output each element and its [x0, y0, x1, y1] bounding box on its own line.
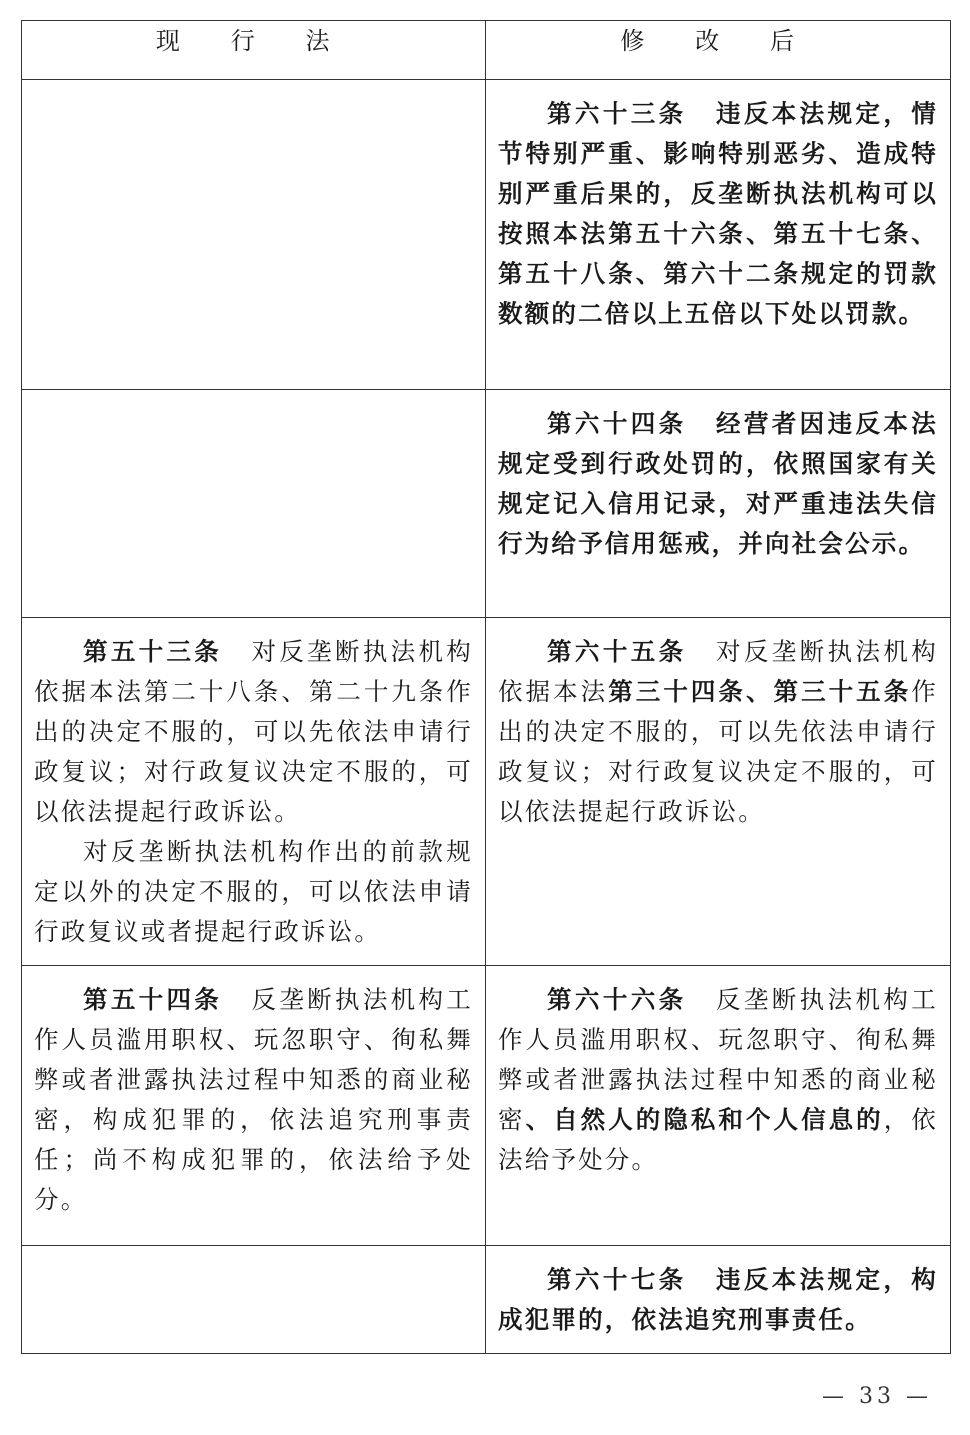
article-text: 违反本法规定，构成犯罪的，依法追究刑事责任。 — [498, 1265, 938, 1334]
article-text-amended: 第三十四条、第三十五条 — [608, 677, 912, 706]
article-text: ，依法给予处分。 — [498, 1105, 939, 1174]
article-text: 经营者因违反本法规定受到行政处罚的，依照国家有关规定记入信用记录，对严重违法失信行为给予信用惩戒，并向社会公示。 — [498, 409, 938, 558]
comparison-table — [21, 20, 951, 1354]
article-text: 对反垄断执法机构依据本法第二十八条、第二十九条作出的决定不服的，可以先依法申请行政复议；对行政复议决定不服的，可以依法提起行政诉讼。 — [34, 637, 473, 826]
header-row — [22, 21, 951, 80]
revised-cell — [486, 80, 951, 390]
current-law-cell-empty — [22, 80, 486, 390]
revised-cell — [486, 966, 951, 1246]
table-row — [22, 80, 951, 390]
article-number: 第五十三条 — [83, 637, 223, 666]
article-number: 第六十四条 — [547, 409, 687, 438]
article-text: 反垄断执法机构工作人员滥用职权、玩忽职守、徇私舞弊或者泄露执法过程中知悉的商业秘密，构成犯罪的，依法追究刑事责任；尚不构成犯罪的，依法给予处分。 — [34, 985, 473, 1214]
article-number: 第六十三条 — [547, 99, 687, 128]
header-current-law: 现 行 法 — [22, 21, 486, 80]
article-paragraph: 对反垄断执法机构作出的前款规定以外的决定不服的，可以依法申请行政复议或者提起行政诉讼。 — [34, 837, 473, 946]
current-law-cell-empty — [22, 1246, 486, 1354]
current-law-cell — [22, 618, 486, 966]
article-text-amended: 、自然人的隐私和个人信息的 — [525, 1105, 884, 1134]
current-law-cell — [22, 966, 486, 1246]
article-text: 违反本法规定，情节特别严重、影响特别恶劣、造成特别严重后果的，反垄断执法机构可以按照本法第五十六条、第五十七条、第五十八条、第六十二条规定的罚款数额的二倍以上五倍以下处以罚款。 — [498, 99, 938, 328]
table-row — [22, 966, 951, 1246]
article-number: 第六十六条 — [547, 985, 687, 1014]
table-row — [22, 1246, 951, 1354]
current-law-cell-empty — [22, 390, 486, 618]
revised-cell — [486, 1246, 951, 1354]
table-row — [22, 390, 951, 618]
header-revised: 修 改 后 — [486, 21, 951, 80]
revised-cell — [486, 390, 951, 618]
table-row — [22, 618, 951, 966]
article-text: 反垄断执法机构工作人员滥用职权、玩忽职守、徇私舞弊或者泄露执法过程中知悉的商业秘密 — [498, 985, 938, 1134]
page-number: — 33 — — [822, 1384, 932, 1409]
article-text: 作出的决定不服的，可以先依法申请行政复议；对行政复议决定不服的，可以依法提起行政诉讼。 — [498, 677, 938, 826]
revised-cell — [486, 618, 951, 966]
article-number: 第六十五条 — [547, 637, 687, 666]
article-number: 第五十四条 — [83, 985, 223, 1014]
article-number: 第六十七条 — [547, 1265, 687, 1294]
article-text: 对反垄断执法机构依据本法 — [498, 637, 938, 706]
